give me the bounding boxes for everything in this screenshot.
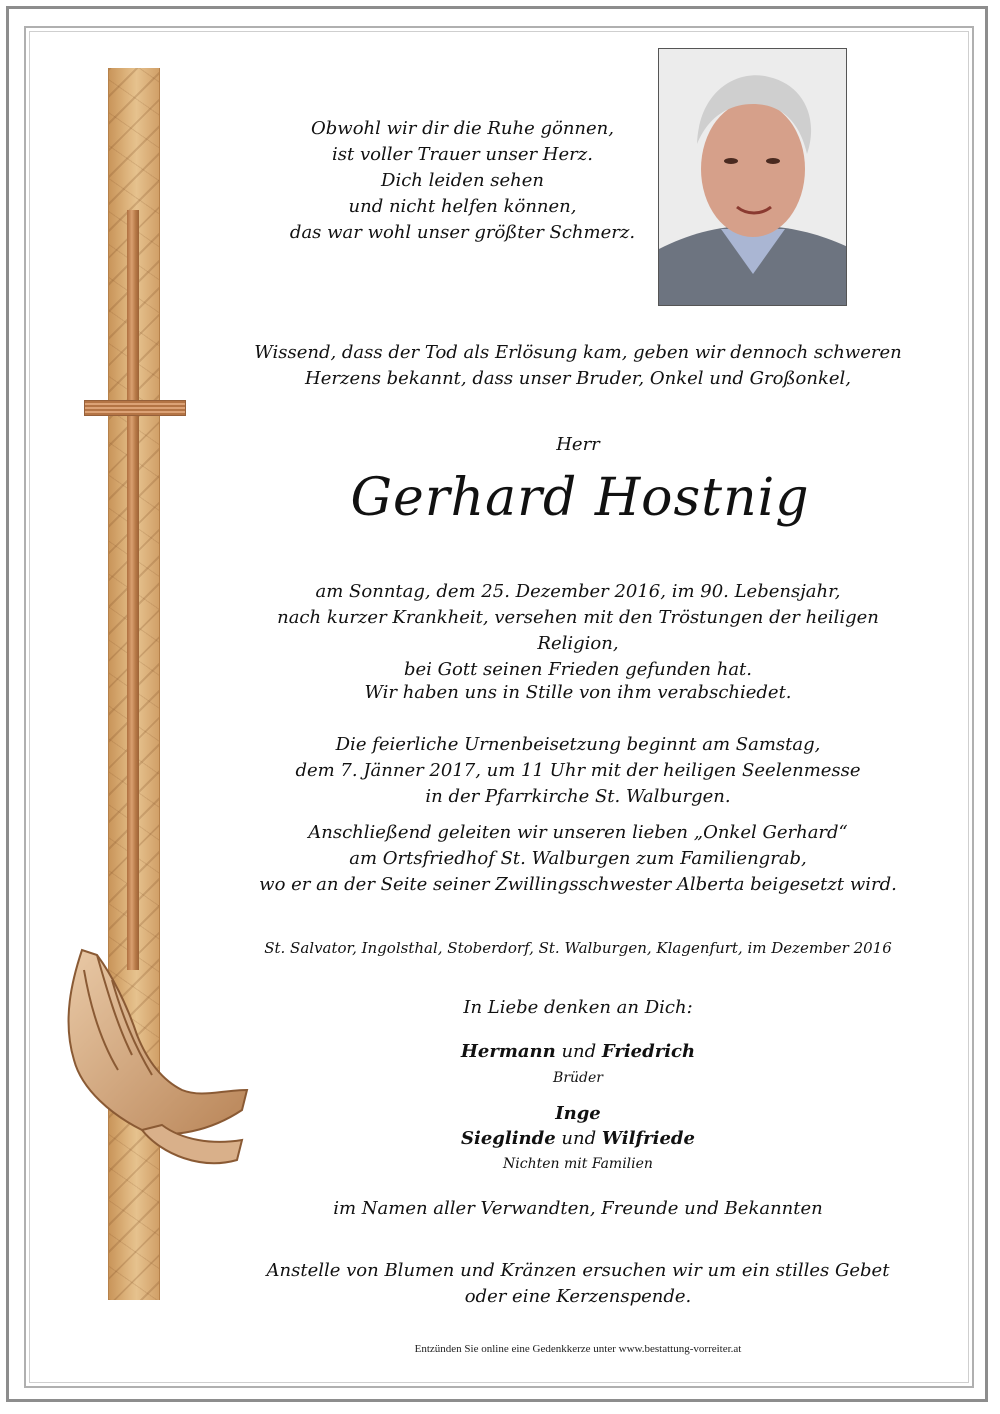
death-notice-line: bei Gott seinen Frieden gefunden hat. bbox=[403, 659, 753, 680]
cross-bar-image bbox=[84, 400, 186, 416]
burial-line: am Ortsfriedhof St. Walburgen zum Familiengrab, bbox=[349, 848, 807, 869]
poem-line: Obwohl wir dir die Ruhe gönnen, bbox=[311, 118, 614, 139]
deceased-name: Gerhard Hostnig bbox=[350, 468, 810, 528]
mourners-relation: Nichten mit Familien bbox=[503, 1156, 653, 1172]
death-notice bbox=[240, 579, 916, 683]
burial-line: wo er an der Seite seiner Zwillingsschwester Alberta beigesetzt wird. bbox=[259, 874, 897, 895]
cross-rod-image bbox=[127, 210, 139, 970]
mourner-joiner: und bbox=[555, 1128, 602, 1149]
intro-line: Wissend, dass der Tod als Erlösung kam, geben wir dennoch schweren bbox=[254, 342, 902, 363]
mourner-name: Wilfriede bbox=[601, 1128, 695, 1149]
mourner-name: Friedrich bbox=[601, 1041, 696, 1062]
mourner-joiner: und bbox=[555, 1041, 602, 1062]
praying-hands-icon bbox=[52, 940, 252, 1180]
love-heading: In Liebe denken an Dich: bbox=[463, 997, 693, 1018]
death-notice-line: nach kurzer Krankheit, versehen mit den Tröstungen der heiligen Religion, bbox=[277, 607, 879, 654]
urn-ceremony bbox=[240, 732, 916, 810]
mourner-name: Inge bbox=[555, 1103, 601, 1124]
place-date: St. Salvator, Ingolsthal, Stoberdorf, St. Walburgen, Klagenfurt, im Dezember 2016 bbox=[264, 939, 892, 957]
intro-line: Herzens bekannt, dass unser Bruder, Onkel und Großonkel, bbox=[305, 368, 851, 389]
death-notice-line: am Sonntag, dem 25. Dezember 2016, im 90. Lebensjahr, bbox=[315, 581, 841, 602]
footer-link-text: Entzünden Sie online eine Gedenkkerze unter www.bestattung-vorreiter.at bbox=[414, 1343, 742, 1355]
poem-line: das war wohl unser größter Schmerz. bbox=[289, 222, 636, 243]
farewell-text: Wir haben uns in Stille von ihm verabschiedet. bbox=[364, 682, 792, 703]
mourner-name: Sieglinde bbox=[461, 1128, 556, 1149]
mourners-brothers bbox=[240, 1040, 916, 1064]
burial-line: Anschließend geleiten wir unseren lieben „Onkel Gerhard“ bbox=[308, 822, 848, 843]
flowers-line: oder eine Kerzenspende. bbox=[464, 1286, 692, 1307]
salutation: Herr bbox=[556, 434, 600, 455]
poem-line: Dich leiden sehen bbox=[381, 170, 544, 191]
poem-line: ist voller Trauer unser Herz. bbox=[332, 144, 593, 165]
intro-text bbox=[240, 340, 916, 392]
burial-text bbox=[240, 820, 916, 898]
urn-line: Die feierliche Urnenbeisetzung beginnt am Samstag, bbox=[335, 734, 821, 755]
urn-line: dem 7. Jänner 2017, um 11 Uhr mit der heiligen Seelenmesse bbox=[295, 760, 861, 781]
mourner-name: Hermann bbox=[460, 1041, 556, 1062]
flowers-line: Anstelle von Blumen und Kränzen ersuchen wir um ein stilles Gebet bbox=[266, 1260, 890, 1281]
poem-line: und nicht helfen können, bbox=[348, 196, 577, 217]
mourners-relation: Brüder bbox=[553, 1070, 603, 1086]
urn-line: in der Pfarrkirche St. Walburgen. bbox=[425, 786, 731, 807]
mourners-nieces bbox=[240, 1127, 916, 1151]
portrait-photo bbox=[658, 48, 847, 306]
on-behalf-text: im Namen aller Verwandten, Freunde und Bekannten bbox=[333, 1198, 823, 1219]
poem bbox=[270, 116, 655, 246]
flowers-request bbox=[240, 1258, 916, 1310]
